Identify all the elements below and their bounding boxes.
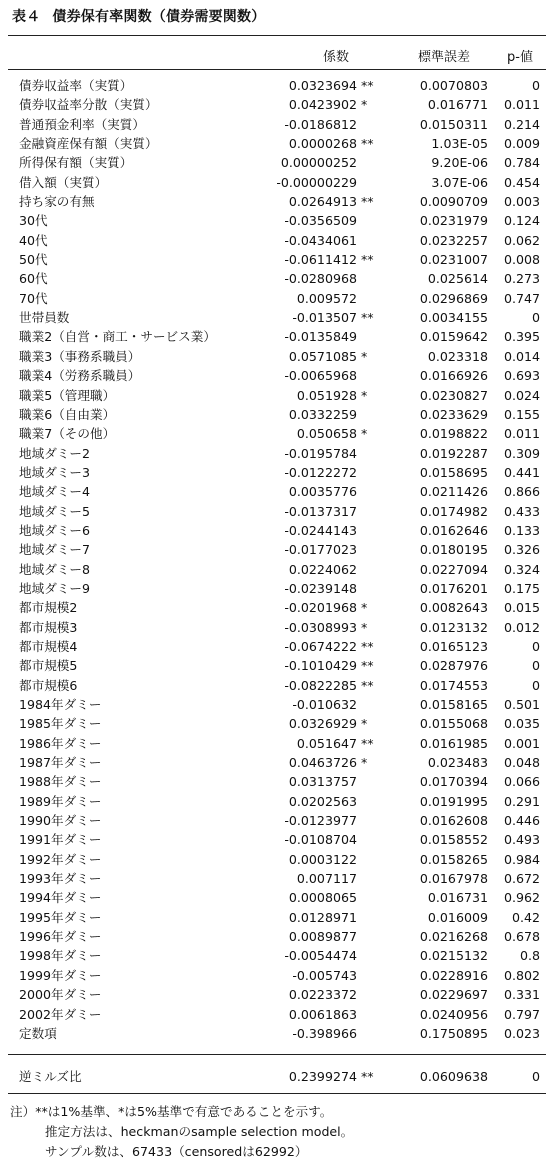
row-variable: 1994年ダミー (19, 890, 102, 906)
table-row (0, 753, 559, 772)
row-p-value: 0.331 (503, 987, 540, 1003)
separator-rule (8, 1054, 546, 1055)
row-p-value: 0.011 (503, 426, 540, 442)
row-variable: 1988年ダミー (19, 774, 102, 790)
row-coefficient: -0.0065968 (284, 368, 357, 384)
row-significance: * (361, 387, 368, 403)
row-coefficient: -0.0308993 (284, 619, 357, 635)
row-standard-error: 9.20E-06 (431, 155, 488, 171)
table-row (0, 1005, 559, 1024)
table-number: 表４ (12, 9, 41, 25)
row-p-value: 0.012 (503, 619, 540, 635)
row-coefficient: 0.0463726 (288, 755, 357, 771)
row-standard-error: 0.0228916 (419, 967, 488, 983)
row-standard-error: 0.0198822 (419, 426, 488, 442)
table-row (0, 560, 559, 579)
row-variable: 都市規模4 (19, 638, 78, 654)
row-p-value: 0.693 (503, 368, 540, 384)
row-p-value: 0.291 (503, 793, 540, 809)
row-p-value: 0.011 (503, 97, 540, 113)
row-standard-error: 0.0287976 (419, 658, 488, 674)
table-row (0, 289, 559, 308)
table-row (0, 772, 559, 791)
table-row (0, 676, 559, 695)
table-row (0, 985, 559, 1004)
row-coefficient: 0.2399274 (288, 1069, 357, 1084)
table-row (0, 95, 559, 114)
table-caption: 債券保有率関数（債券需要関数） (52, 9, 266, 25)
row-variable: 持ち家の有無 (19, 194, 95, 210)
row-standard-error: 0.0162646 (419, 522, 488, 538)
row-significance: ** (361, 658, 374, 674)
row-standard-error: 0.016771 (427, 97, 488, 113)
table-row (0, 946, 559, 965)
note-sample: サンプル数は、67433（censoredは62992） (45, 1144, 308, 1159)
row-variable: 1995年ダミー (19, 909, 102, 925)
row-coefficient: 0.0264913 (288, 194, 357, 210)
row-p-value: 0.015 (503, 600, 540, 616)
row-variable: 2000年ダミー (19, 987, 102, 1003)
row-variable: 1987年ダミー (19, 755, 102, 771)
row-standard-error: 0.1750895 (419, 1025, 488, 1041)
row-variable: 職業7（その他） (19, 426, 116, 442)
row-p-value: 0.309 (503, 445, 540, 461)
row-coefficient: 0.00000252 (280, 155, 357, 171)
table-row (0, 927, 559, 946)
row-variable: 地域ダミー3 (19, 464, 90, 480)
row-p-value: 0.678 (503, 929, 540, 945)
row-coefficient: 0.0332259 (288, 406, 357, 422)
row-significance: ** (361, 310, 374, 326)
row-p-value: 0.802 (503, 967, 540, 983)
header-se: 標準誤差 (418, 50, 471, 65)
row-p-value: 0.009 (503, 136, 540, 152)
row-coefficient: -0.0434061 (284, 232, 357, 248)
row-variable: 世帯員数 (19, 310, 70, 326)
row-variable: 職業3（事務系職員） (19, 348, 141, 364)
row-variable: 1989年ダミー (19, 793, 102, 809)
row-coefficient: -0.0822285 (284, 677, 357, 693)
row-p-value: 0.493 (503, 832, 540, 848)
table-row (0, 869, 559, 888)
row-p-value: 0.062 (503, 232, 540, 248)
row-coefficient: 0.0423902 (288, 97, 357, 113)
row-variable: 金融資産保有額（実質） (19, 136, 158, 152)
row-coefficient: -0.0611412 (284, 252, 357, 268)
top-rule (8, 35, 546, 36)
row-variable: 逆ミルズ比 (19, 1069, 82, 1084)
row-variable: 1991年ダミー (19, 832, 102, 848)
row-coefficient: 0.0202563 (288, 793, 357, 809)
row-variable: 地域ダミー5 (19, 503, 90, 519)
row-variable: 2002年ダミー (19, 1006, 102, 1022)
row-coefficient: -0.0195784 (284, 445, 357, 461)
row-variable: 70代 (19, 290, 48, 306)
table-row (0, 540, 559, 559)
table-row (0, 811, 559, 830)
row-coefficient: 0.0323694 (288, 78, 357, 93)
row-variable: 地域ダミー8 (19, 561, 90, 577)
table-row (0, 405, 559, 424)
row-p-value: 0.273 (503, 271, 540, 287)
row-standard-error: 0.025614 (427, 271, 488, 287)
row-standard-error: 0.023483 (427, 755, 488, 771)
row-standard-error: 0.0158265 (419, 851, 488, 867)
row-coefficient: 0.0128971 (288, 909, 357, 925)
row-variable: 地域ダミー6 (19, 522, 90, 538)
table-row (0, 366, 559, 385)
row-variable: 1990年ダミー (19, 813, 102, 829)
row-p-value: 0.984 (503, 851, 540, 867)
row-standard-error: 0.0191995 (419, 793, 488, 809)
row-standard-error: 0.0180195 (419, 542, 488, 558)
row-significance: ** (361, 735, 374, 751)
row-standard-error: 0.0070803 (419, 78, 488, 93)
row-coefficient: 0.007117 (296, 871, 357, 887)
inverse-mills-row (0, 1067, 559, 1086)
row-standard-error: 0.0162608 (419, 813, 488, 829)
row-coefficient: -0.0244143 (284, 522, 357, 538)
row-coefficient: 0.0000268 (288, 136, 357, 152)
row-coefficient: -0.0123977 (284, 813, 357, 829)
row-p-value: 0 (531, 310, 540, 326)
row-variable: 都市規模3 (19, 619, 78, 635)
table-row (0, 192, 559, 211)
row-coefficient: -0.0674222 (284, 638, 357, 654)
row-p-value: 0.454 (503, 174, 540, 190)
table-row (0, 714, 559, 733)
row-p-value: 0.035 (503, 716, 540, 732)
row-standard-error: 0.0215132 (419, 948, 488, 964)
table-row (0, 502, 559, 521)
row-p-value: 0.395 (503, 329, 540, 345)
row-coefficient: 0.0008065 (288, 890, 357, 906)
table-row (0, 908, 559, 927)
header-p: p-値 (507, 50, 533, 65)
row-coefficient: -0.0201968 (284, 600, 357, 616)
row-variable: 1992年ダミー (19, 851, 102, 867)
table-row (0, 134, 559, 153)
row-significance: ** (361, 78, 374, 93)
table-row (0, 444, 559, 463)
table-row (0, 482, 559, 501)
row-p-value: 0.672 (503, 871, 540, 887)
row-standard-error: 0.0229697 (419, 987, 488, 1003)
table-row (0, 850, 559, 869)
row-standard-error: 0.0082643 (419, 600, 488, 616)
row-coefficient: -0.0054474 (284, 948, 357, 964)
table-row (0, 211, 559, 230)
table-title (10, 6, 265, 26)
row-variable: 都市規模5 (19, 658, 78, 674)
row-significance: * (361, 348, 368, 364)
row-p-value: 0.747 (503, 290, 540, 306)
row-p-value: 0.014 (503, 348, 540, 364)
table-row (0, 231, 559, 250)
row-standard-error: 0.0216268 (419, 929, 488, 945)
row-significance: * (361, 716, 368, 732)
row-coefficient: -0.0280968 (284, 271, 357, 287)
row-coefficient: -0.005743 (292, 967, 357, 983)
row-standard-error: 0.016009 (427, 909, 488, 925)
row-standard-error: 0.0176201 (419, 580, 488, 596)
table-row (0, 966, 559, 985)
table-row (0, 637, 559, 656)
row-standard-error: 0.0170394 (419, 774, 488, 790)
row-significance: * (361, 619, 368, 635)
row-variable: 職業6（自由業） (19, 406, 116, 422)
table-row (0, 327, 559, 346)
table-row (0, 656, 559, 675)
row-standard-error: 0.0167978 (419, 871, 488, 887)
row-coefficient: -0.0177023 (284, 542, 357, 558)
row-coefficient: -0.0135849 (284, 329, 357, 345)
row-coefficient: 0.0224062 (288, 561, 357, 577)
row-p-value: 0.008 (503, 252, 540, 268)
row-standard-error: 0.0165123 (419, 638, 488, 654)
table-row (0, 830, 559, 849)
row-standard-error: 0.0123132 (419, 619, 488, 635)
row-coefficient: 0.0003122 (288, 851, 357, 867)
row-significance: * (361, 97, 368, 113)
row-standard-error: 0.0090709 (419, 194, 488, 210)
row-coefficient: 0.051647 (296, 735, 357, 751)
row-coefficient: 0.050658 (296, 426, 357, 442)
row-p-value: 0.441 (503, 464, 540, 480)
row-standard-error: 0.0161985 (419, 735, 488, 751)
row-standard-error: 0.0231979 (419, 213, 488, 229)
row-p-value: 0 (531, 658, 540, 674)
table-row (0, 250, 559, 269)
row-standard-error: 1.03E-05 (431, 136, 488, 152)
row-variable: 1985年ダミー (19, 716, 102, 732)
row-coefficient: -0.010632 (292, 697, 357, 712)
table-row (0, 76, 559, 95)
row-p-value: 0.324 (503, 561, 540, 577)
row-variable: 1986年ダミー (19, 735, 102, 751)
row-p-value: 0 (531, 638, 540, 654)
row-variable: 職業5（管理職） (19, 387, 116, 403)
row-standard-error: 0.0174982 (419, 503, 488, 519)
row-variable: 債券収益率分散（実質） (19, 97, 158, 113)
row-significance: * (361, 426, 368, 442)
row-p-value: 0.326 (503, 542, 540, 558)
table-row (0, 347, 559, 366)
row-standard-error: 0.0166926 (419, 368, 488, 384)
row-standard-error: 0.0231007 (419, 252, 488, 268)
row-p-value: 0.023 (503, 1025, 540, 1041)
row-standard-error: 3.07E-06 (431, 174, 488, 190)
row-coefficient: 0.0313757 (288, 774, 357, 790)
row-variable: 1998年ダミー (19, 948, 102, 964)
row-standard-error: 0.0158552 (419, 832, 488, 848)
row-coefficient: -0.1010429 (284, 658, 357, 674)
row-p-value: 0 (531, 78, 540, 93)
row-significance: * (361, 600, 368, 616)
row-variable: 40代 (19, 232, 48, 248)
row-coefficient: 0.0571085 (288, 348, 357, 364)
row-standard-error: 0.023318 (427, 348, 488, 364)
row-coefficient: -0.0122272 (284, 464, 357, 480)
row-p-value: 0 (531, 1069, 540, 1084)
row-p-value: 0.155 (503, 406, 540, 422)
row-significance: * (361, 755, 368, 771)
row-variable: 地域ダミー4 (19, 484, 90, 500)
row-standard-error: 0.0150311 (419, 116, 488, 132)
row-coefficient: 0.0326929 (288, 716, 357, 732)
row-p-value: 0.175 (503, 580, 540, 596)
row-variable: 30代 (19, 213, 48, 229)
row-standard-error: 0.0159642 (419, 329, 488, 345)
row-standard-error: 0.016731 (427, 890, 488, 906)
row-variable: 1993年ダミー (19, 871, 102, 887)
row-variable: 地域ダミー2 (19, 445, 90, 461)
row-coefficient: 0.051928 (296, 387, 357, 403)
row-variable: 職業2（自営・商工・サービス業） (19, 329, 216, 345)
table-row (0, 308, 559, 327)
row-coefficient: -0.013507 (292, 310, 357, 326)
row-variable: 職業4（労務系職員） (19, 368, 141, 384)
row-standard-error: 0.0174553 (419, 677, 488, 693)
row-standard-error: 0.0232257 (419, 232, 488, 248)
row-coefficient: 0.009572 (296, 290, 357, 306)
row-standard-error: 0.0296869 (419, 290, 488, 306)
row-standard-error: 0.0158695 (419, 464, 488, 480)
table-row (0, 888, 559, 907)
table-row (0, 173, 559, 192)
row-standard-error: 0.0240956 (419, 1006, 488, 1022)
table-row (0, 579, 559, 598)
row-standard-error: 0.0233629 (419, 406, 488, 422)
header-rule (8, 69, 546, 70)
row-significance: ** (361, 136, 374, 152)
row-p-value: 0.446 (503, 813, 540, 829)
row-p-value: 0.784 (503, 155, 540, 171)
row-standard-error: 0.0227094 (419, 561, 488, 577)
table-row (0, 521, 559, 540)
row-p-value: 0.048 (503, 755, 540, 771)
table-row (0, 598, 559, 617)
row-significance: ** (361, 252, 374, 268)
row-significance: ** (361, 677, 374, 693)
row-coefficient: -0.00000229 (276, 174, 357, 190)
row-standard-error: 0.0609638 (419, 1069, 488, 1084)
bottom-rule (8, 1093, 546, 1094)
row-standard-error: 0.0230827 (419, 387, 488, 403)
row-coefficient: -0.0239148 (284, 580, 357, 596)
row-standard-error: 0.0158165 (419, 697, 488, 712)
row-coefficient: -0.398966 (292, 1025, 357, 1041)
row-p-value: 0.866 (503, 484, 540, 500)
results-table (0, 76, 559, 1043)
row-p-value: 0 (531, 677, 540, 693)
row-variable: 債券収益率（実質） (19, 78, 133, 93)
row-coefficient: 0.0223372 (288, 987, 357, 1003)
row-variable: 地域ダミー7 (19, 542, 90, 558)
row-variable: 1999年ダミー (19, 967, 102, 983)
row-p-value: 0.501 (503, 697, 540, 712)
row-variable: 借入額（実質） (19, 174, 108, 190)
row-variable: 50代 (19, 252, 48, 268)
row-coefficient: 0.0089877 (288, 929, 357, 945)
table-row (0, 734, 559, 753)
row-p-value: 0.001 (503, 735, 540, 751)
row-p-value: 0.024 (503, 387, 540, 403)
row-significance: ** (361, 1069, 374, 1084)
table-row (0, 618, 559, 637)
table-row (0, 424, 559, 443)
row-coefficient: 0.0061863 (288, 1006, 357, 1022)
row-p-value: 0.133 (503, 522, 540, 538)
row-p-value: 0.003 (503, 194, 540, 210)
row-significance: ** (361, 638, 374, 654)
row-significance: ** (361, 194, 374, 210)
row-variable: 1984年ダミー (19, 697, 102, 712)
table-row (0, 792, 559, 811)
row-p-value: 0.8 (519, 948, 540, 964)
row-variable: 定数項 (19, 1025, 57, 1041)
row-standard-error: 0.0211426 (419, 484, 488, 500)
row-coefficient: 0.0035776 (288, 484, 357, 500)
header-coef: 係数 (323, 50, 350, 65)
row-coefficient: -0.0137317 (284, 503, 357, 519)
row-p-value: 0.066 (503, 774, 540, 790)
row-variable: 地域ダミー9 (19, 580, 90, 596)
note-method: 推定方法は、heckmanのsample selection model。 (45, 1124, 354, 1139)
table-row (0, 386, 559, 405)
row-coefficient: -0.0186812 (284, 116, 357, 132)
table-row (0, 463, 559, 482)
row-coefficient: -0.0356509 (284, 213, 357, 229)
table-row (0, 115, 559, 134)
row-variable: 都市規模6 (19, 677, 78, 693)
row-variable: 60代 (19, 271, 48, 287)
row-standard-error: 0.0192287 (419, 445, 488, 461)
row-standard-error: 0.0034155 (419, 310, 488, 326)
row-variable: 1996年ダミー (19, 929, 102, 945)
table-row (0, 695, 559, 714)
row-coefficient: -0.0108704 (284, 832, 357, 848)
row-p-value: 0.42 (511, 909, 540, 925)
row-variable: 普通預金利率（実質） (19, 116, 145, 132)
row-p-value: 0.214 (503, 116, 540, 132)
row-variable: 都市規模2 (19, 600, 78, 616)
row-p-value: 0.433 (503, 503, 540, 519)
row-p-value: 0.962 (503, 890, 540, 906)
row-p-value: 0.124 (503, 213, 540, 229)
row-p-value: 0.797 (503, 1006, 540, 1022)
note-significance: 注）**は1%基準、*は5%基準で有意であることを示す。 (10, 1104, 333, 1119)
row-standard-error: 0.0155068 (419, 716, 488, 732)
table-row (0, 1024, 559, 1043)
table-row (0, 153, 559, 172)
table-row (0, 269, 559, 288)
row-variable: 所得保有額（実質） (19, 155, 133, 171)
